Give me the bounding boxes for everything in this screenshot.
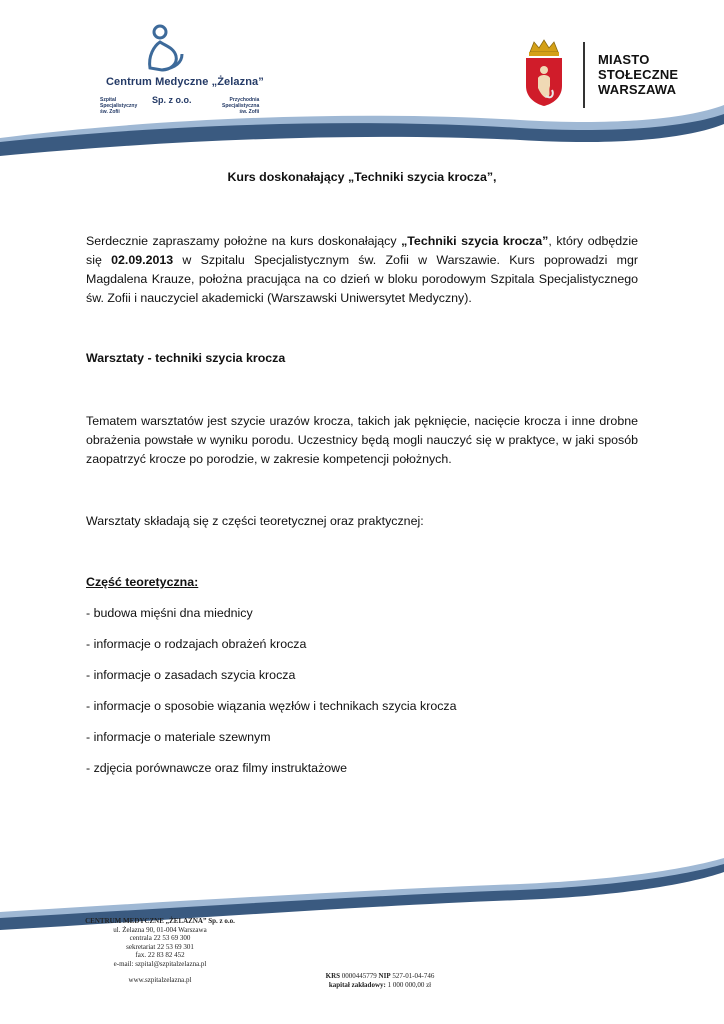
intro-paragraph: Serdecznie zapraszamy położne na kurs doskonałający „Techniki szycia krocza”, który odbędzie się 02.09.2013 w Szpitalu Specjalistycznym św. Zofii w Warszawie. Kurs poprowadzi mgr Magdalena Krauze, położna pracująca na co dzień w bloku porodowym Szpitala Specjalistycznego św. Zofii i nauczyciel akademicki (Warszawski Uniwersytet Medyczny). — [86, 234, 638, 305]
org-suffix: Sp. z o.o. — [152, 95, 192, 105]
footer-company: CENTRUM MEDYCZNE „ŻELAZNA” Sp. z o.o. — [85, 917, 235, 925]
list-item: - informacje o sposobie wiązania węzłów i technikach szycia krocza — [86, 699, 457, 713]
footer-registry — [300, 972, 460, 990]
course-name: „Techniki szycia krocza” — [401, 234, 549, 248]
list-item: - informacje o zasadach szycia krocza — [86, 668, 296, 682]
workshop-paragraph: Tematem warsztatów jest szycie urazów krocza, takich jak pęknięcie, nacięcie krocza i inne drobne obrażenia powstałe w wyniku porodu. Uczestnicy będą mogli nauczyć się w praktyce, w jaki sposób zaopatrzyć krocze po porodzie, w zakresie kompetencji położnych. — [86, 414, 638, 466]
krs-value: 0000445779 — [341, 972, 377, 980]
workshop-heading: Warsztaty - techniki szycia krocza — [86, 351, 286, 365]
org-small-right: Przychodnia Specjalistyczna św. Zofii — [222, 97, 260, 115]
capital-label: kapitał zakładowy: — [328, 981, 386, 989]
nip-label: NIP — [378, 972, 391, 980]
footer-phone-central: centrala 22 53 69 300 — [129, 934, 191, 942]
org-small-left: Szpital Specjalistyczny św. Zofii — [100, 97, 138, 115]
parts-paragraph: Warsztaty składają się z części teoretycznej oraz praktycznej: — [86, 514, 424, 528]
theory-list — [86, 604, 638, 778]
footer-fax: fax. 22 83 82 452 — [135, 951, 185, 959]
list-item: - zdjęcia porównawcze oraz filmy instruktażowe — [86, 761, 347, 775]
list-item: - budowa mięśni dna miednicy — [86, 606, 253, 620]
centrum-medyczne-logo — [92, 20, 262, 120]
footer-address: ul. Żelazna 90, 01-004 Warszawa — [113, 925, 207, 934]
org-name: Centrum Medyczne „Żelazna” — [106, 76, 264, 88]
course-date: 02.09.2013 — [111, 253, 174, 267]
nip-value: 527-01-04-746 — [392, 972, 435, 980]
centrum-medyczne-logo-icon — [140, 22, 190, 72]
krs-label: KRS — [325, 972, 341, 980]
footer-email: e-mail: szpital@szpitalzelazna.pl — [113, 959, 207, 968]
city-name: MIASTO STOŁECZNE WARSZAWA — [598, 52, 679, 97]
footer-website-link[interactable]: www.szpitalzelazna.pl — [128, 976, 192, 984]
footer-contact — [60, 917, 260, 985]
list-item: - informacje o materiale szewnym — [86, 730, 271, 744]
warsaw-logo — [520, 36, 710, 116]
warsaw-coat-of-arms-icon — [522, 38, 566, 108]
list-item: - informacje o rodzajach obrażeń krocza — [86, 637, 307, 651]
logo-divider — [583, 42, 585, 108]
theory-heading: Część teoretyczna: — [86, 575, 199, 589]
footer-phone-secretariat: sekretariat 22 53 69 301 — [126, 942, 194, 951]
document-title: Kurs doskonałający „Techniki szycia krocza”, — [227, 170, 497, 184]
capital-value: 1 000 000,00 zł — [387, 981, 432, 989]
